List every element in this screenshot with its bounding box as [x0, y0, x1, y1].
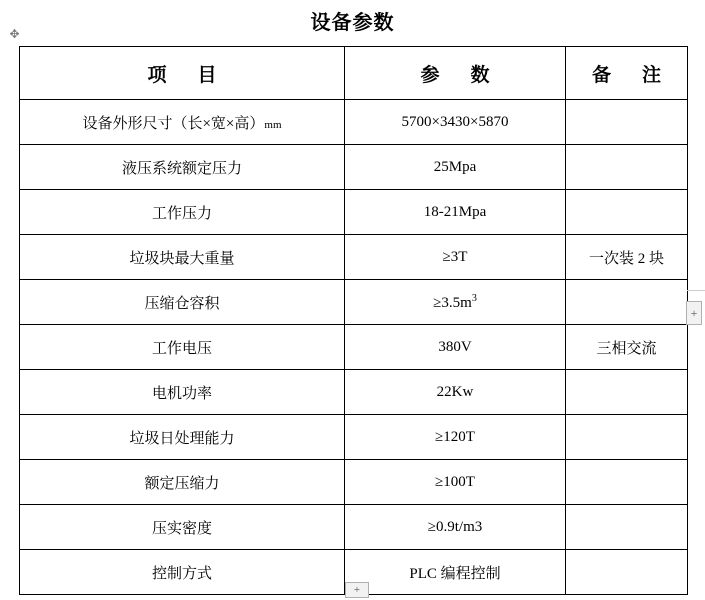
- cell-param: ≥120T: [345, 415, 566, 460]
- cell-param: ≥100T: [345, 460, 566, 505]
- equipment-parameters-table: [19, 46, 688, 595]
- cell-param: 5700×3430×5870: [345, 100, 566, 145]
- table-row: [20, 190, 688, 235]
- equipment-parameters-table-wrapper: [19, 46, 687, 595]
- cell-param: ≥3T: [345, 235, 566, 280]
- cell-remark: [566, 460, 688, 505]
- header-cell-remark: 备 注: [566, 47, 688, 100]
- cell-param: [345, 280, 566, 325]
- cell-remark: [566, 280, 688, 325]
- cell-item: 工作电压: [20, 325, 345, 370]
- table-row: [20, 235, 688, 280]
- cell-item: 额定压缩力: [20, 460, 345, 505]
- cell-remark: [566, 550, 688, 595]
- table-row: [20, 370, 688, 415]
- cell-param: 22Kw: [345, 370, 566, 415]
- cell-param: 380V: [345, 325, 566, 370]
- cell-param: 25Mpa: [345, 145, 566, 190]
- cell-remark: [566, 190, 688, 235]
- header-cell-item: 项 目: [20, 47, 345, 100]
- cell-remark: [566, 100, 688, 145]
- cell-item: 垃圾块最大重量: [20, 235, 345, 280]
- cell-item: 垃圾日处理能力: [20, 415, 345, 460]
- cell-item: 工作压力: [20, 190, 345, 235]
- column-resize-handle[interactable]: +: [686, 301, 702, 325]
- cell-remark: [566, 415, 688, 460]
- cell-item: 电机功率: [20, 370, 345, 415]
- cell-item: 控制方式: [20, 550, 345, 595]
- table-move-handle-icon[interactable]: ✥: [9, 27, 20, 41]
- table-row: [20, 415, 688, 460]
- table-row: [20, 505, 688, 550]
- table-body: [20, 47, 688, 595]
- cell-remark: [566, 505, 688, 550]
- cell-param: 18-21Mpa: [345, 190, 566, 235]
- cell-param: PLC 编程控制: [345, 550, 566, 595]
- cell-remark: [566, 145, 688, 190]
- header-cell-param: 参 数: [345, 47, 566, 100]
- table-row: [20, 100, 688, 145]
- row-resize-handle[interactable]: +: [345, 582, 369, 598]
- table-row: [20, 280, 688, 325]
- right-margin-rule: [687, 290, 705, 291]
- cell-item-label: 设备外形尺寸（长×宽×高）: [82, 115, 265, 132]
- cell-item-unit: mm: [264, 118, 282, 131]
- page-title: 设备参数: [310, 12, 395, 34]
- cell-item: 液压系统额定压力: [20, 145, 345, 190]
- cell-param: ≥0.9t/m3: [345, 505, 566, 550]
- cell-param-value: ≥3.5m: [433, 294, 472, 311]
- table-row: [20, 460, 688, 505]
- table-header-row: [20, 47, 688, 100]
- table-row: [20, 145, 688, 190]
- cell-item: [20, 100, 345, 145]
- table-row: [20, 325, 688, 370]
- cell-param-superscript: 3: [471, 292, 477, 304]
- cell-remark: 一次装 2 块: [566, 235, 688, 280]
- cell-remark: 三相交流: [566, 325, 688, 370]
- cell-item: 压缩仓容积: [20, 280, 345, 325]
- cell-item: 压实密度: [20, 505, 345, 550]
- cell-remark: [566, 370, 688, 415]
